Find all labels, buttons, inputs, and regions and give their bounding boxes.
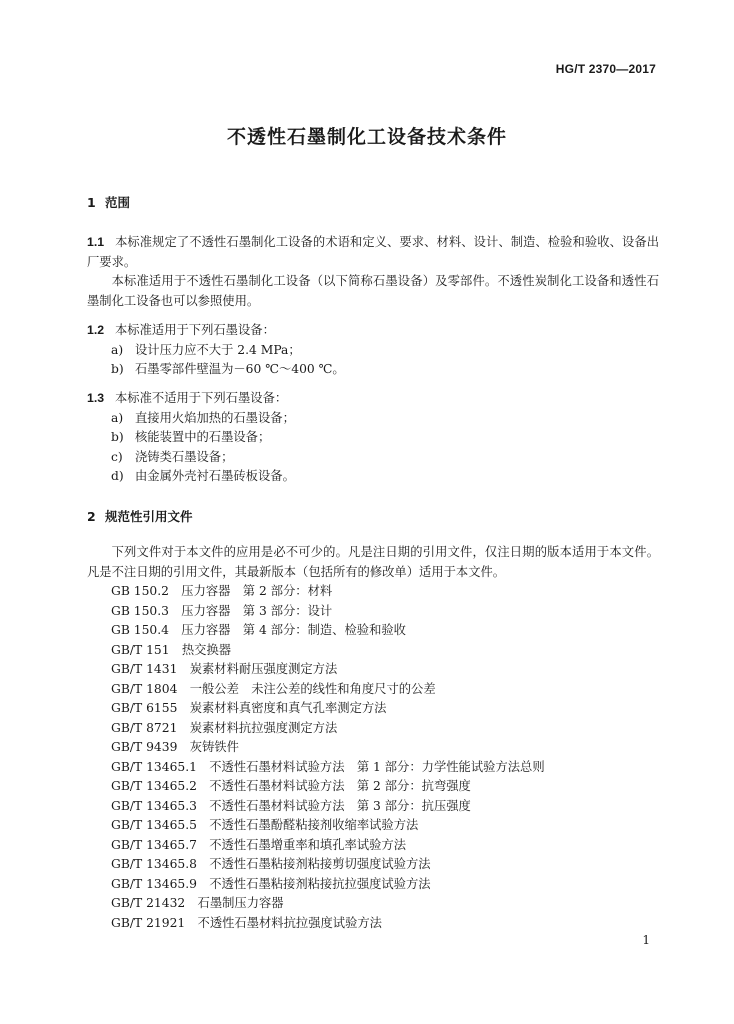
section-2-number: 2 — [87, 509, 96, 524]
section-1 — [87, 193, 659, 213]
reference-item: GB/T 13465.5 不透性石墨酚醛粘接剂收缩率试验方法 — [111, 818, 419, 832]
list-item — [87, 341, 659, 361]
list-marker: a) — [111, 410, 124, 425]
list-item — [87, 428, 659, 448]
reference-item: GB/T 13465.8 不透性石墨粘接剂粘接剪切强度试验方法 — [111, 857, 431, 871]
list-marker: c) — [111, 449, 123, 464]
section-1-number: 1 — [87, 195, 96, 210]
list-item-text: 石墨零部件壁温为－60 ℃～400 ℃。 — [135, 362, 345, 376]
list-item — [87, 360, 659, 380]
reference-item: GB/T 21432 石墨制压力容器 — [111, 896, 284, 910]
standard-code: HG/T 2370—2017 — [555, 62, 656, 76]
section-1-heading — [87, 193, 659, 213]
list-item — [87, 467, 659, 487]
reference-item: GB/T 13465.3 不透性石墨材料试验方法 第 3 部分：抗压强度 — [111, 798, 471, 813]
document-title: 不透性石墨制化工设备技术条件 — [226, 126, 507, 148]
clause-1-1 — [87, 233, 659, 311]
clause-1-1-text-1: 本标准规定了不透性石墨制化工设备的术语和定义、要求、材料、设计、制造、检验和验收、设备出厂要求。 — [87, 235, 659, 269]
reference-item: GB/T 13465.2 不透性石墨材料试验方法 第 2 部分：抗弯强度 — [111, 779, 471, 793]
list-item-text: 由金属外壳衬石墨砖板设备。 — [135, 469, 295, 483]
list-item-text: 设计压力应不大于 2.4 MPa； — [135, 342, 301, 357]
list-item-text: 核能装置中的石墨设备； — [135, 430, 271, 444]
list-item-text: 直接用火焰加热的石墨设备； — [135, 410, 295, 425]
reference-item: GB/T 151 热交换器 — [111, 642, 232, 657]
clause-1-1-number: 1.1 — [87, 235, 105, 249]
list-item — [87, 448, 659, 468]
list-marker: b) — [111, 430, 124, 444]
clause-1-3-lead-text: 本标准不适用于下列石墨设备： — [115, 391, 288, 405]
clause-1-1-para-1 — [87, 233, 659, 272]
reference-item: GB 150.3 压力容器 第 3 部分：设计 — [111, 603, 333, 618]
reference-item: GB/T 13465.7 不透性石墨增重率和填孔率试验方法 — [111, 837, 407, 852]
reference-item: GB/T 13465.9 不透性石墨粘接剂粘接抗拉强度试验方法 — [111, 876, 431, 891]
list-marker: b) — [111, 362, 124, 376]
reference-item: GB 150.4 压力容器 第 4 部分：制造、检验和验收 — [111, 623, 406, 637]
clause-1-2 — [87, 321, 659, 380]
reference-item: GB 150.2 压力容器 第 2 部分：材料 — [111, 584, 333, 598]
section-2-intro: 下列文件对于本文件的应用是必不可少的。凡是注日期的引用文件，仅注日期的版本适用于本文件。凡是不注日期的引用文件，其最新版本（包括所有的修改单）适用于本文件。 — [87, 545, 659, 579]
reference-item: GB/T 13465.1 不透性石墨材料试验方法 第 1 部分：力学性能试验方法总则 — [111, 759, 545, 774]
clause-1-2-lead — [87, 321, 659, 341]
reference-item: GB/T 8721 炭素材料抗拉强度测定方法 — [111, 720, 338, 735]
clause-1-3 — [87, 389, 659, 487]
reference-item: GB/T 6155 炭素材料真密度和真气孔率测定方法 — [111, 701, 387, 715]
list-item-text: 浇铸类石墨设备； — [135, 449, 234, 464]
reference-item: GB/T 9439 灰铸铁件 — [111, 740, 239, 754]
list-marker: d) — [111, 469, 124, 483]
clause-1-1-para-2: 本标准适用于不透性石墨制化工设备（以下简称石墨设备）及零部件。不透性炭制化工设备和透性石墨制化工设备也可以参照使用。 — [87, 274, 659, 308]
list-item — [87, 409, 659, 429]
reference-item: GB/T 21921 不透性石墨材料抗拉强度试验方法 — [111, 915, 382, 930]
clause-1-2-number: 1.2 — [87, 323, 105, 337]
section-2-title: 规范性引用文件 — [105, 509, 193, 524]
section-1-title: 范围 — [105, 195, 131, 210]
clause-1-3-number: 1.3 — [87, 391, 105, 405]
section-2 — [87, 507, 659, 527]
reference-item: GB/T 1804 一般公差 未注公差的线性和角度尺寸的公差 — [111, 681, 436, 696]
clause-1-2-lead-text: 本标准适用于下列石墨设备： — [115, 323, 275, 337]
section-2-body — [87, 543, 659, 933]
list-marker: a) — [111, 342, 124, 357]
reference-item: GB/T 1431 炭素材料耐压强度测定方法 — [111, 662, 338, 676]
page-number: 1 — [642, 933, 650, 947]
clause-1-3-lead — [87, 389, 659, 409]
section-2-heading — [87, 507, 659, 527]
